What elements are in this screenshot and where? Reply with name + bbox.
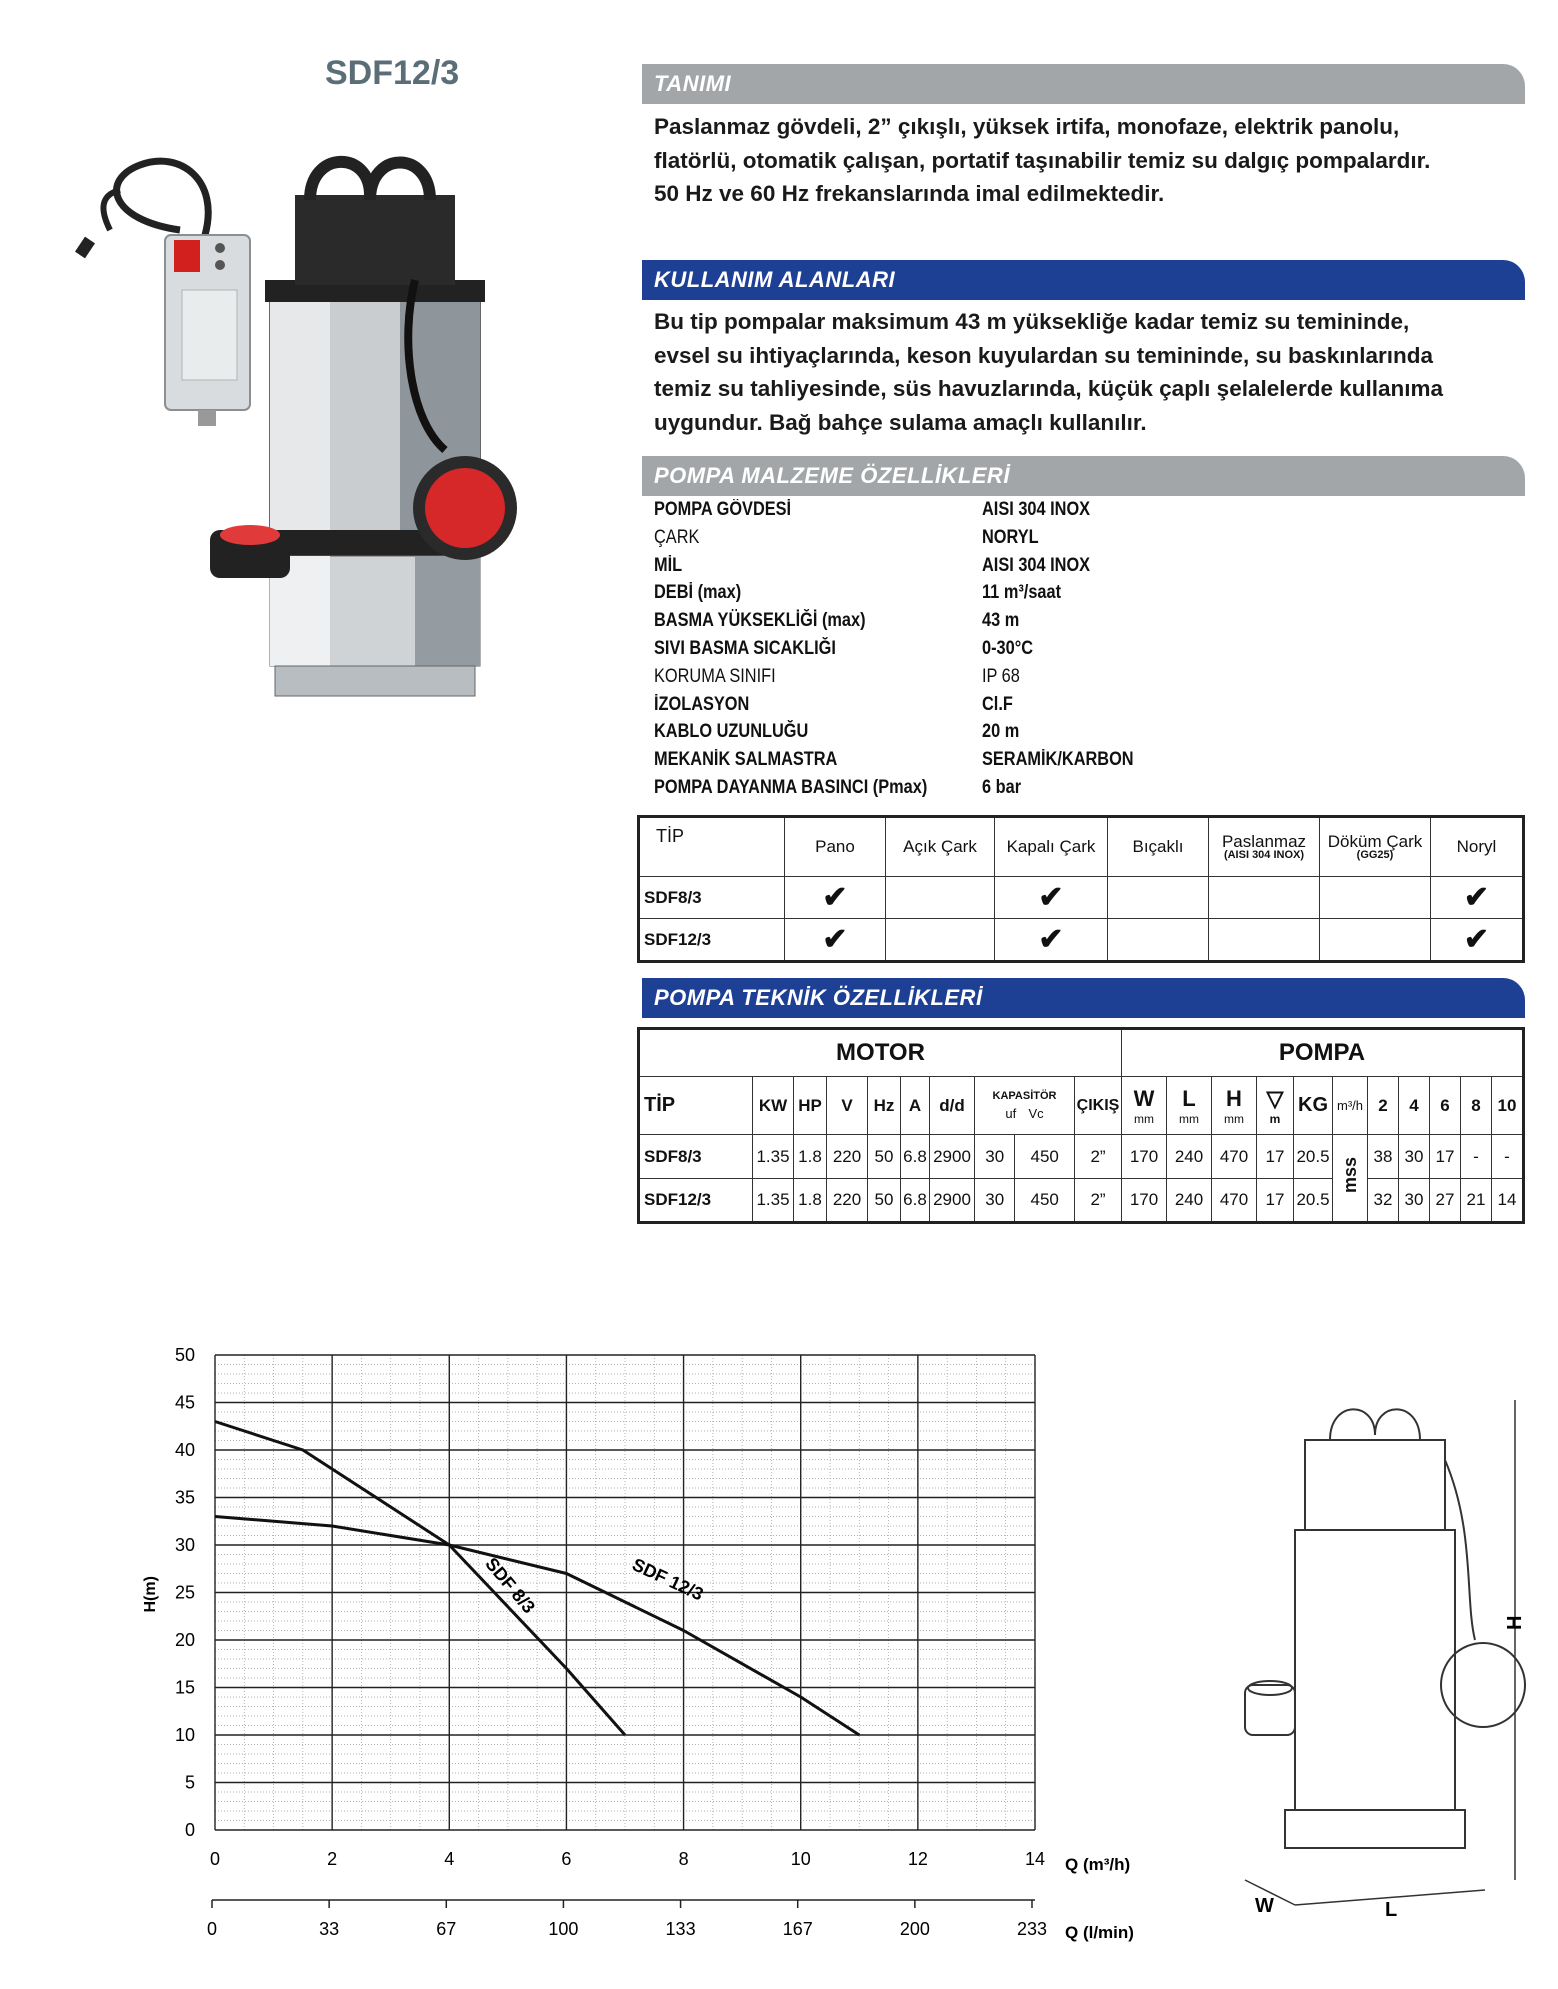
tech-h-q4: 4 [1399,1077,1430,1135]
tech-cell: 1.35 [753,1135,794,1179]
tech-cell: 30 [975,1179,1015,1223]
x-tick-label: 6 [561,1849,572,1869]
tech-cell: 1.35 [753,1179,794,1223]
y-tick-label: 5 [184,1772,195,1793]
type-header-bicakli: Bıçaklı [1108,817,1209,877]
spec-value: 20 m [982,721,1020,743]
kapasitor-label: KAPASİTÖR [992,1090,1057,1102]
tech-h-q6: 6 [1430,1077,1461,1135]
control-switch [174,240,200,272]
tech-cell: 470 [1212,1179,1257,1223]
width-label: W [1255,1895,1274,1917]
tanimi-line: 50 Hz ve 60 Hz frekanslarında imal edilmektedir. [654,181,1165,206]
spec-key: SIVI BASMA SICAKLIĞI [654,637,836,659]
spec-value: 11 m³/saat [982,582,1062,604]
tanimi-line: flatörlü, otomatik çalışan, portatif taşınabilir temiz su dalgıç pompalardır. [654,147,1431,173]
kullanim-line: temiz su tahliyesinde, süs havuzlarında, küçük çaplı şelalelerde kullanıma [654,376,1444,401]
spec-row [654,582,1154,610]
type-header-acik-cark: Açık Çark [886,817,995,877]
height-label: H [1504,1615,1526,1630]
tech-h-q8: 8 [1461,1077,1492,1135]
tech-h-q2: 2 [1368,1077,1399,1135]
x2-tick-label: 233 [1016,1919,1048,1939]
type-header-paslanmaz [1209,817,1320,877]
tech-cell: 1.8 [794,1179,827,1223]
tech-cell: 2900 [930,1135,975,1179]
tech-cell: 21 [1461,1179,1492,1223]
tech-cell-tip: SDF8/3 [639,1135,753,1179]
empty-cell [1320,919,1431,962]
check-icon: ✔ [822,922,848,956]
tanimi-text [654,110,1524,211]
x2-axis-label: Q (l/min) [1065,1923,1134,1942]
empty-cell [1108,919,1209,962]
y-tick-label: 0 [184,1820,195,1840]
tech-cell: 20.5 [1294,1179,1333,1223]
type-table [637,815,1525,963]
tech-h-dd: d/d [930,1077,975,1135]
tech-row [639,1179,1524,1223]
section-kullanim [642,260,1525,300]
check-cell [995,877,1108,919]
x-tick-label: 10 [790,1849,811,1869]
spec-key: İZOLASYON [654,693,750,715]
tech-h-tip: TİP [639,1077,753,1135]
tech-h-kg: KG [1294,1077,1333,1135]
y-tick-label: 50 [174,1345,195,1365]
tech-cell: - [1492,1135,1524,1179]
w-label: W [1133,1085,1155,1111]
tech-h-w [1122,1077,1167,1135]
tech-h-a: A [901,1077,930,1135]
type-row-tip: SDF12/3 [639,919,785,962]
spec-key: POMPA GÖVDESİ [654,499,792,520]
series-label: SDF 8/3 [481,1553,540,1618]
chart-axes [142,1345,1134,1942]
tech-cell: 30 [1399,1179,1430,1223]
kullanim-line: evsel su ihtiyaçlarında, keson kuyulardan su temininde, su baskınlarında [654,342,1434,368]
type-row [639,919,1524,962]
spec-key: MİL [654,554,683,576]
tech-cell: 170 [1122,1179,1167,1223]
type-header-noryl: Noryl [1431,817,1524,877]
x-tick-label: 14 [1024,1849,1046,1869]
check-icon: ✔ [1463,922,1490,956]
spec-row [654,638,1154,666]
l-label: L [1182,1085,1196,1111]
tech-cell: 6.8 [901,1135,930,1179]
empty-cell [1320,877,1431,919]
pompa-header: POMPA [1122,1029,1524,1077]
tech-h-q10: 10 [1492,1077,1524,1135]
tech-cell: 6.8 [901,1179,930,1223]
product-title: SDF12/3 [325,54,460,92]
spec-key: MEKANİK SALMASTRA [654,749,838,771]
spec-row [654,721,1154,749]
tech-cell: 27 [1430,1179,1461,1223]
spec-value: AISI 304 INOX [982,499,1091,520]
x2-tick-label: 200 [899,1919,930,1939]
y-tick-label: 30 [174,1535,195,1555]
check-icon: ✔ [822,880,848,914]
tech-cell: 450 [1015,1135,1075,1179]
tech-cell: - [1461,1135,1492,1179]
tech-h-kapasitor [975,1077,1075,1135]
section-malzeme-title: POMPA MALZEME ÖZELLİKLERİ [654,463,1010,488]
tech-h-depth [1257,1077,1294,1135]
mm-unit: mm [1179,1111,1199,1126]
section-teknik [642,978,1525,1018]
type-header-kapali-cark: Kapalı Çark [995,817,1108,877]
empty-cell [886,919,995,962]
tech-cell: 450 [1015,1179,1075,1223]
section-tanimi-title: TANIMI [654,71,732,96]
empty-cell [1209,919,1320,962]
tech-h-l [1167,1077,1212,1135]
y-tick-label: 35 [174,1487,195,1508]
type-header-tip: TİP [639,817,785,877]
motor-header: MOTOR [639,1029,1122,1077]
spec-value: IP 68 [982,665,1020,687]
tech-cell: 30 [975,1135,1015,1179]
y-tick-label: 20 [174,1630,195,1650]
kullanim-text [654,305,1524,439]
x2-tick-label: 33 [319,1919,340,1939]
spec-key: BASMA YÜKSEKLİĞİ (max) [654,610,866,632]
tech-group-row [639,1029,1524,1077]
tech-cell: 30 [1399,1135,1430,1179]
spec-row [654,694,1154,722]
spec-value: 0-30°C [982,637,1034,659]
spec-list [654,499,1154,805]
y-axis-label: H(m) [142,1576,159,1613]
spec-value: NORYL [982,526,1039,548]
tech-cell: 38 [1368,1135,1399,1179]
y-tick-label: 25 [174,1582,195,1603]
tech-h-v: V [827,1077,868,1135]
section-teknik-title: POMPA TEKNİK ÖZELLİKLERİ [654,985,983,1010]
x2-tick-label: 0 [206,1919,218,1939]
tech-cell: 50 [868,1135,901,1179]
tech-h-m3h: m³/h [1333,1077,1368,1135]
spec-value: 43 m [982,610,1020,632]
tech-cell: 470 [1212,1135,1257,1179]
mm-unit: mm [1134,1111,1154,1126]
empty-cell [886,877,995,919]
spec-row [654,777,1154,805]
tech-cell: 17 [1257,1135,1294,1179]
check-icon: ✔ [1038,880,1064,914]
type-header-pano: Pano [785,817,886,877]
check-cell [995,919,1108,962]
tech-cell: 220 [827,1179,868,1223]
x2-tick-label: 100 [548,1919,579,1939]
length-label: L [1385,1899,1398,1920]
x2-tick-label: 67 [436,1919,457,1939]
tech-h-h [1212,1077,1257,1135]
tech-table [637,1027,1525,1224]
y-tick-label: 10 [174,1725,195,1745]
x-tick-label: 2 [327,1849,338,1869]
check-cell [785,877,886,919]
pump-handle [310,162,370,200]
spec-value: Cl.F [982,693,1013,715]
x2-tick-label: 167 [782,1919,813,1939]
spec-key: ÇARK [654,526,700,548]
tech-cell-tip: SDF12/3 [639,1179,753,1223]
series-label: SDF 12/3 [629,1554,707,1605]
type-row [639,877,1524,919]
h-label: H [1226,1085,1242,1111]
plug [80,240,90,255]
drawing-body [1295,1530,1455,1810]
type-header-dokum [1320,817,1431,877]
spec-value: AISI 304 INOX [982,554,1091,576]
tech-h-cikis: ÇIKIŞ [1075,1077,1122,1135]
drawing-float [1441,1643,1525,1727]
y-tick-label: 15 [174,1677,195,1698]
kullanim-line: uygundur. Bağ bahçe sulama amaçlı kullanılır. [654,409,1147,435]
x-axis-label: Q (m³/h) [1065,1855,1131,1874]
tech-cell: 14 [1492,1179,1524,1223]
m-unit: m [1269,1111,1281,1126]
spec-value: 6 bar [982,776,1022,798]
spec-key: POMPA DAYANMA BASINCI (Pmax) [654,776,928,798]
spec-row [654,555,1154,583]
spec-row [654,527,1154,555]
tech-row [639,1135,1524,1179]
mm-unit: mm [1224,1111,1244,1126]
tech-h-kw: KW [753,1077,794,1135]
tech-header-row [639,1077,1524,1135]
check-icon: ✔ [1038,922,1064,956]
empty-cell [1108,877,1209,919]
tech-cell: 17 [1430,1135,1461,1179]
check-cell [1431,877,1524,919]
type-table-header [639,817,1524,877]
section-kullanim-title: KULLANIM ALANLARI [654,267,896,292]
check-cell [785,919,886,962]
tech-cell: 32 [1368,1179,1399,1223]
type-row-tip: SDF8/3 [639,877,785,919]
spec-value: SERAMİK/KARBON [982,749,1134,771]
dokum-label: Döküm Çark [1327,832,1423,851]
dokum-sub: (GG25) [1356,849,1394,861]
tech-cell: 2” [1075,1135,1122,1179]
x-tick-label: 4 [444,1849,455,1869]
pump-product-photo [70,140,550,710]
spec-row [654,666,1154,694]
check-icon: ✔ [1463,880,1490,914]
vc-label: Vc [1028,1106,1044,1121]
x-tick-label: 12 [907,1849,928,1869]
paslanmaz-label: Paslanmaz [1221,832,1307,851]
x2-tick-label: 133 [665,1919,696,1939]
y-tick-label: 40 [174,1440,195,1460]
empty-cell [1209,877,1320,919]
tech-h-hz: Hz [868,1077,901,1135]
tech-cell: 2900 [930,1179,975,1223]
tech-cell: 1.8 [794,1135,827,1179]
tech-h-hp: HP [794,1077,827,1135]
x-tick-label: 0 [209,1849,221,1869]
section-malzeme [642,456,1525,496]
drawing-base [1285,1810,1465,1848]
y-tick-label: 45 [174,1392,195,1413]
triangle-icon: ▽ [1266,1085,1284,1111]
performance-chart [130,1330,1150,1950]
tech-cell: 240 [1167,1135,1212,1179]
tech-cell: 170 [1122,1135,1167,1179]
tech-cell: 220 [827,1135,868,1179]
tanimi-line: Paslanmaz gövdeli, 2” çıkışlı, yüksek irtifa, monofaze, elektrik panolu, [654,114,1400,139]
x-tick-label: 8 [678,1849,689,1869]
tech-cell: 17 [1257,1179,1294,1223]
spec-key: DEBİ (max) [654,582,742,604]
spec-row [654,749,1154,777]
paslanmaz-sub: (AISI 304 INOX) [1223,849,1305,861]
spec-row [654,499,1154,527]
cable [117,161,209,235]
dimension-drawing [1235,1380,1535,1920]
drawing-motor-top [1305,1440,1445,1530]
check-cell [1431,919,1524,962]
mss-label: mss [1339,1157,1360,1194]
uf-label: uf [1005,1106,1017,1121]
spec-key: KORUMA SINIFI [654,665,776,687]
tech-cell: 2” [1075,1179,1122,1223]
tech-cell: 240 [1167,1179,1212,1223]
spec-key: KABLO UZUNLUĞU [654,721,809,743]
kullanim-line: Bu tip pompalar maksimum 43 m yüksekliğe kadar temiz su temininde, [654,309,1410,334]
tech-cell: 20.5 [1294,1135,1333,1179]
spec-row [654,610,1154,638]
mss-cell [1333,1135,1368,1223]
tech-cell: 50 [868,1179,901,1223]
chart-grid [215,1355,1035,1830]
drawing-handle [1330,1409,1375,1440]
section-tanimi [642,64,1525,104]
